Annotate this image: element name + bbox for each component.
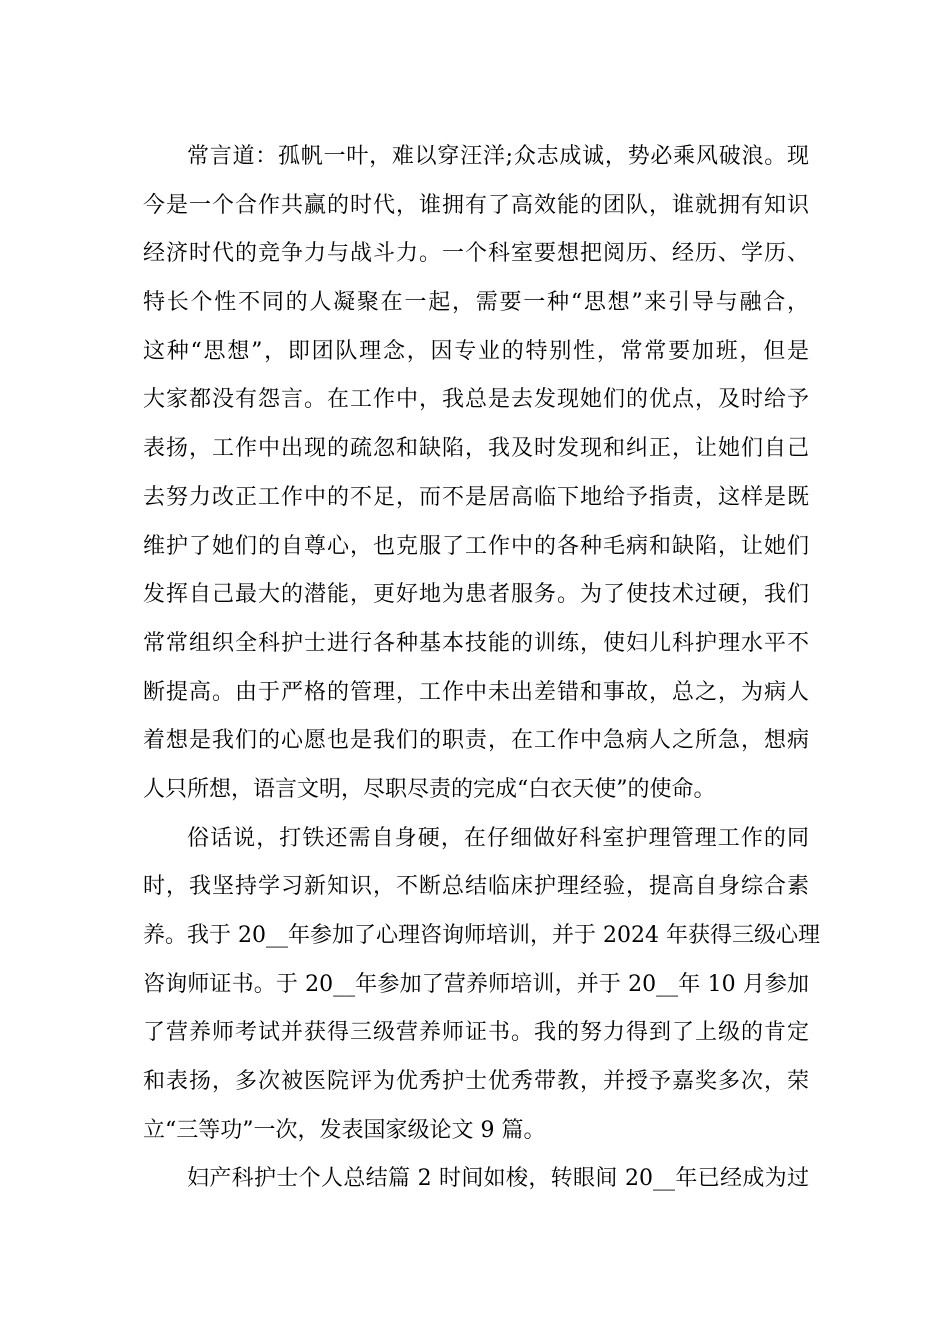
- text-line: 常言道：孤帆一叶，难以穿汪洋;众志成诚，势必乘风破浪。现: [187, 144, 809, 169]
- paragraph-teamwork: [143, 133, 809, 815]
- text-line: 养。我于 20__年参加了心理咨询师培训，并于 2024 年获得三级心理: [143, 923, 820, 948]
- text-line: 常常组织全科护士进行各种基本技能的训练，使妇儿科护理水平不: [143, 630, 809, 656]
- text-line: 了营养师考试并获得三级营养师证书。我的努力得到了上级的肯定: [143, 1020, 809, 1046]
- text-line: 着想是我们的心愿也是我们的职责，在工作中急病人之所急，想病: [143, 728, 809, 754]
- text-line: 今是一个合作共赢的时代，谁拥有了高效能的团队，谁就拥有知识: [143, 192, 809, 218]
- text-line: 大家都没有怨言。在工作中，我总是去发现她们的优点，及时给予: [143, 387, 809, 413]
- text-line: 经济时代的竞争力与战斗力。一个科室要想把阅历、经历、学历、: [143, 241, 809, 267]
- text-line: 时，我坚持学习新知识，不断总结临床护理经验，提高自身综合素: [143, 874, 809, 900]
- text-line: 特长个性不同的人凝聚在一起，需要一种“思想”来引导与融合，: [143, 290, 809, 316]
- text-line: 这种“思想”，即团队理念，因专业的特别性，常常要加班，但是: [143, 338, 809, 364]
- text-line: 立“三等功”一次，发表国家级论文 9 篇。: [143, 1117, 546, 1143]
- text-line: 表扬，工作中出现的疏忽和缺陷，我及时发现和纠正，让她们自己: [143, 436, 809, 462]
- text-line: 断提高。由于严格的管理，工作中未出差错和事故，总之，为病人: [143, 679, 809, 705]
- text-line: 发挥自己最大的潜能，更好地为患者服务。为了使技术过硬，我们: [143, 582, 809, 608]
- text-line: 和表扬，多次被医院评为优秀护士优秀带教，并授予嘉奖多次，荣: [143, 1069, 809, 1095]
- paragraph-summary-2: [143, 1155, 809, 1204]
- text-line: 去努力改正工作中的不足，而不是居高临下地给予指责，这样是既: [143, 484, 809, 510]
- text-line: 维护了她们的自尊心，也克服了工作中的各种毛病和缺陷，让她们: [143, 533, 809, 559]
- text-line: 妇产科护士个人总结篇 2 时间如梭，转眼间 20__年已经成为过: [187, 1166, 809, 1192]
- text-line: 咨询师证书。于 20__年参加了营养师培训，并于 20__年 10 月参加: [143, 971, 809, 997]
- document-body: [143, 133, 820, 1204]
- paragraph-self-study: [143, 815, 820, 1156]
- text-line: 俗话说，打铁还需自身硬，在仔细做好科室护理管理工作的同: [187, 825, 809, 851]
- text-line: 人只所想，语言文明，尽职尽责的完成“白衣天使”的使命。: [143, 776, 716, 802]
